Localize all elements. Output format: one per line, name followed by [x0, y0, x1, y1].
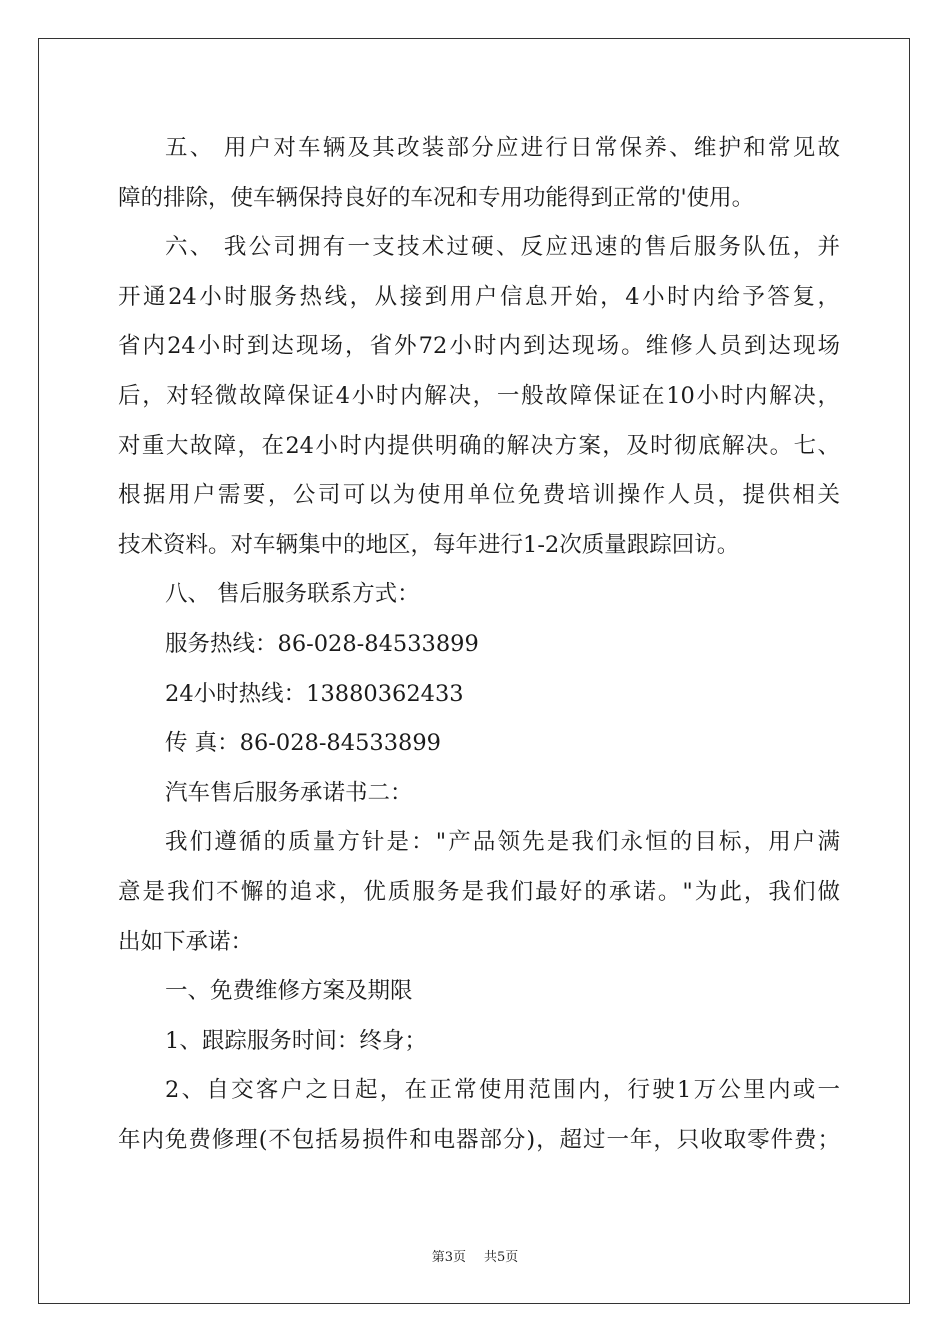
paragraph-line: 省内24小时到达现场，省外72小时内到达现场。维修人员到达现场	[118, 333, 840, 360]
paragraph-line: 技术资料。对车辆集中的地区，每年进行1-2次质量跟踪回访。	[118, 531, 740, 558]
list-item: 1、跟踪服务时间：终身；	[165, 1027, 427, 1054]
paragraph-line: 意是我们不懈的追求，优质服务是我们最好的承诺。"为此，我们做	[118, 878, 840, 905]
paragraph-line: 我们遵循的质量方针是："产品领先是我们永恒的目标，用户满	[165, 829, 840, 856]
page-footer	[0, 1246, 950, 1265]
page-total: 共5页	[484, 1250, 519, 1265]
contact-24h-hotline: 24小时热线：13880362433	[165, 680, 464, 707]
paragraph-line: 出如下承诺：	[118, 928, 254, 955]
paragraph-line: 障的排除，使车辆保持良好的车况和专用功能得到正常的'使用。	[118, 184, 755, 211]
paragraph-line: 后，对轻微故障保证4小时内解决，一般故障保证在10小时内解决，	[118, 382, 840, 409]
section-heading: 八、 售后服务联系方式：	[165, 581, 420, 608]
document-body	[118, 124, 840, 1165]
list-item: 2、自交客户之日起，在正常使用范围内，行驶1万公里内或一	[165, 1077, 840, 1104]
paragraph-line: 开通24小时服务热线，从接到用户信息开始，4小时内给予答复，	[118, 283, 840, 310]
section-heading: 一、免费维修方案及期限	[165, 978, 413, 1005]
paragraph-line: 对重大故障，在24小时内提供明确的解决方案，及时彻底解决。七、	[118, 432, 840, 459]
paragraph-line: 年内免费修理(不包括易损件和电器部分)，超过一年，只收取零件费；	[118, 1126, 840, 1153]
contact-hotline: 服务热线：86-028-84533899	[165, 630, 479, 657]
page-number: 第3页	[431, 1250, 466, 1265]
paragraph-line: 五、 用户对车辆及其改装部分应进行日常保养、维护和常见故	[165, 135, 840, 161]
section-title: 汽车售后服务承诺书二：	[165, 779, 413, 806]
contact-fax: 传 真：86-028-84533899	[165, 730, 441, 757]
paragraph-line: 根据用户需要，公司可以为使用单位免费培训操作人员，提供相关	[118, 482, 840, 509]
paragraph-line: 六、 我公司拥有一支技术过硬、反应迅速的售后服务队伍，并	[165, 234, 840, 261]
